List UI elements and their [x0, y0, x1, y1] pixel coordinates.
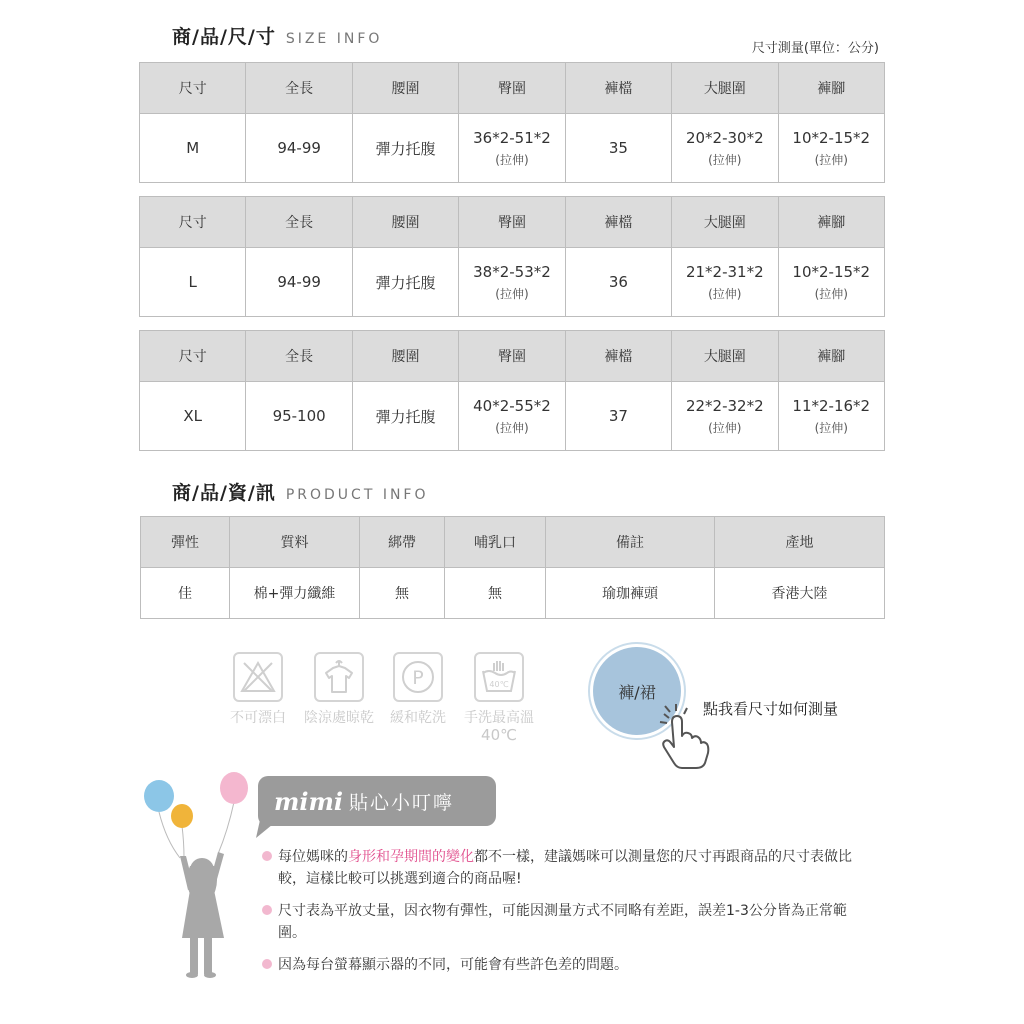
header-length: 全長: [246, 63, 352, 114]
header-waist: 腰圍: [352, 331, 458, 382]
header-drawstring: 綁帶: [360, 517, 445, 568]
product-info-title-zh: 商/品/資/訊: [172, 482, 276, 504]
table-row: [141, 568, 885, 619]
header-length: 全長: [246, 197, 352, 248]
dry-clean-symbol: P: [412, 667, 424, 689]
header-hem: 褲腳: [778, 331, 884, 382]
cell-waist: 彈力托腹: [352, 382, 458, 451]
cell-rise: 37: [565, 382, 671, 451]
hem-value: 11*2-16*2: [792, 396, 871, 415]
care-label: 陰涼處晾乾: [304, 710, 374, 726]
hip-value: 40*2-55*2: [473, 396, 551, 415]
tips-banner: [258, 776, 496, 826]
cell-hip: [459, 382, 565, 451]
header-hem: 褲腳: [778, 63, 884, 114]
cell-material: 棉+彈力纖維: [230, 568, 360, 619]
header-hem: 褲腳: [778, 197, 884, 248]
cell-remarks: 瑜珈褲頭: [546, 568, 715, 619]
hip-value: 38*2-53*2: [473, 262, 551, 281]
header-origin: 產地: [715, 517, 885, 568]
thigh-note: (拉伸): [708, 286, 742, 301]
thigh-note: (拉伸): [708, 420, 742, 435]
cell-thigh: [672, 114, 778, 183]
tip-item: [262, 900, 872, 944]
header-elasticity: 彈性: [141, 517, 230, 568]
cell-thigh: [672, 248, 778, 317]
cell-drawstring: 無: [360, 568, 445, 619]
header-length: 全長: [246, 331, 352, 382]
cell-waist: 彈力托腹: [352, 248, 458, 317]
header-hip: 臀圍: [459, 331, 565, 382]
size-info-title: [172, 22, 382, 49]
gentle-dry-clean-icon: [393, 652, 443, 702]
hem-value: 10*2-15*2: [792, 128, 871, 147]
header-rise: 褲檔: [565, 197, 671, 248]
product-info-table: [140, 516, 885, 619]
cell-hip: [459, 248, 565, 317]
header-thigh: 大腿圍: [672, 331, 778, 382]
size-table-m: [139, 62, 885, 183]
header-hip: 臀圍: [459, 63, 565, 114]
header-thigh: 大腿圍: [672, 63, 778, 114]
measure-button-label[interactable]: 褲/裙: [593, 647, 681, 735]
cell-hem: [778, 114, 884, 183]
product-info-title-en: PRODUCT INFO: [285, 487, 429, 503]
hem-note: (拉伸): [814, 420, 848, 435]
girl-with-balloons-icon: [140, 770, 255, 990]
care-label: 不可漂白: [230, 710, 286, 726]
cell-rise: 36: [565, 248, 671, 317]
cell-origin: 香港大陸: [715, 568, 885, 619]
bullet-icon: [262, 959, 272, 969]
unit-note: 尺寸測量(單位：公分): [751, 41, 879, 56]
tip-3: 因為每台螢幕顯示器的不同，可能會有些許色差的問題。: [278, 957, 628, 973]
cell-elasticity: 佳: [141, 568, 230, 619]
thigh-value: 20*2-30*2: [685, 128, 764, 147]
header-size: 尺寸: [140, 63, 246, 114]
cell-rise: 35: [565, 114, 671, 183]
thigh-value: 21*2-31*2: [685, 262, 764, 281]
cell-size: M: [140, 114, 246, 183]
brand-logo: mimi: [274, 786, 344, 816]
tip-2: 尺寸表為平放丈量，因衣物有彈性，可能因測量方式不同略有差距，誤差1-3公分皆為正常範圍。: [278, 903, 847, 941]
header-remarks: 備註: [546, 517, 715, 568]
cell-length: 95-100: [246, 382, 352, 451]
care-shade-dry: [304, 652, 374, 726]
shade-dry-icon: [314, 652, 364, 702]
thigh-value: 22*2-32*2: [685, 396, 764, 415]
tip-1-highlight: 身形和孕期間的變化: [348, 849, 474, 865]
cell-length: 94-99: [246, 248, 352, 317]
hem-note: (拉伸): [814, 152, 848, 167]
hip-value: 36*2-51*2: [473, 128, 551, 147]
hand-wash-icon: [474, 652, 524, 702]
header-thigh: 大腿圍: [672, 197, 778, 248]
tip-1-pre: 每位媽咪的: [278, 849, 348, 865]
hem-value: 10*2-15*2: [792, 262, 871, 281]
size-table-l: [139, 196, 885, 317]
size-table-xl: [139, 330, 885, 451]
no-bleach-icon: [233, 652, 283, 702]
table-row: [140, 382, 885, 451]
cell-size: XL: [140, 382, 246, 451]
care-no-bleach: [228, 652, 288, 726]
cell-thigh: [672, 382, 778, 451]
header-size: 尺寸: [140, 197, 246, 248]
header-waist: 腰圍: [352, 63, 458, 114]
thigh-note: (拉伸): [708, 152, 742, 167]
header-rise: 褲檔: [565, 63, 671, 114]
care-label: 緩和乾洗: [390, 710, 446, 726]
cell-length: 94-99: [246, 114, 352, 183]
header-nursing-opening: 哺乳口: [445, 517, 546, 568]
care-label: [464, 710, 534, 744]
wash-temp-symbol: 40℃: [489, 680, 509, 689]
product-info-title: [172, 478, 429, 505]
tips-banner-title: 貼心小叮嚀: [349, 791, 455, 814]
hip-note: (拉伸): [495, 286, 529, 301]
cell-waist: 彈力托腹: [352, 114, 458, 183]
size-info-title-zh: 商/品/尺/寸: [172, 26, 276, 48]
measure-link[interactable]: 點我看尺寸如何測量: [703, 700, 839, 718]
header-rise: 褲檔: [565, 331, 671, 382]
cell-hem: [778, 382, 884, 451]
table-row: [140, 248, 885, 317]
hip-note: (拉伸): [495, 420, 529, 435]
header-size: 尺寸: [140, 331, 246, 382]
header-hip: 臀圍: [459, 197, 565, 248]
hem-note: (拉伸): [814, 286, 848, 301]
tip-1-post: 都不一樣，建議媽咪可以測量您的尺寸再跟商品的尺寸表做比較，這樣比較可以挑選到適合的商品喔!: [278, 849, 852, 887]
cell-hem: [778, 248, 884, 317]
tips-list: [262, 846, 872, 986]
care-label-line1: 手洗最高溫: [464, 710, 534, 726]
tip-item: [262, 846, 872, 890]
header-material: 質料: [230, 517, 360, 568]
cell-hip: [459, 114, 565, 183]
tip-item: [262, 954, 872, 976]
hip-note: (拉伸): [495, 152, 529, 167]
care-hand-wash: [464, 652, 534, 744]
table-row: [140, 114, 885, 183]
care-label-line2: 40℃: [481, 726, 517, 744]
bullet-icon: [262, 905, 272, 915]
header-waist: 腰圍: [352, 197, 458, 248]
bubble-tail-icon: [256, 820, 280, 840]
cell-nursing-opening: 無: [445, 568, 546, 619]
size-info-title-en: SIZE INFO: [285, 31, 383, 47]
bullet-icon: [262, 851, 272, 861]
care-gentle-dry-clean: [388, 652, 448, 726]
cell-size: L: [140, 248, 246, 317]
